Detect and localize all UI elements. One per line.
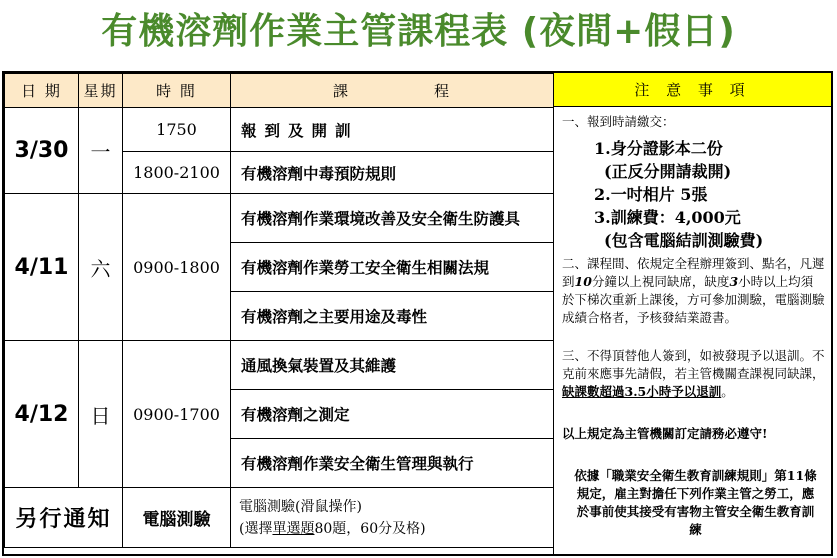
- date-cell: 4/12: [5, 341, 79, 488]
- course-cell: 有機溶劑之測定: [231, 390, 554, 439]
- notes-header: 注 意 事 項: [553, 73, 831, 107]
- weekday-cell: 一: [79, 108, 123, 194]
- note-2-c: 分鐘以上視同缺席，缺度: [591, 274, 730, 289]
- note-1-1b: (正反分開請裁開): [604, 162, 732, 181]
- note-4: 以上規定為主管機關訂定請務必遵守!: [562, 426, 768, 441]
- time-cell: 0900-1700: [123, 341, 231, 488]
- time-cell: 1800-2100: [123, 152, 231, 194]
- test-line2-c: 80題，60分及格): [314, 520, 426, 537]
- test-line2-b: 單選題: [272, 520, 315, 537]
- extra-notice-label: 另行通知: [5, 488, 123, 548]
- schedule-frame: [2, 71, 833, 556]
- header-course: [231, 74, 554, 108]
- course-cell: 報到及開訓: [231, 108, 554, 152]
- time-cell: 1750: [123, 108, 231, 152]
- course-cell: 有機溶劑作業安全衛生管理與執行: [231, 439, 554, 488]
- weekday-cell: 日: [79, 341, 123, 488]
- notes-panel: [553, 107, 831, 554]
- note-1-3: 3.訓練費：4,000元: [594, 208, 741, 227]
- schedule-table: [4, 73, 554, 548]
- note-2-b: 10: [574, 274, 592, 289]
- note-3-a: 三、不得頂替他人簽到，如被發現予以退訓。不克前來應事先請假，若主管機關查課視同缺課，: [562, 348, 825, 381]
- date-cell: 3/30: [5, 108, 79, 194]
- header-weekday: 星期: [79, 74, 123, 108]
- course-cell: 有機溶劑作業環境改善及安全衛生防護具: [231, 194, 554, 243]
- header-course-a: 課: [332, 82, 350, 100]
- date-cell: 4/11: [5, 194, 79, 341]
- test-line2-a: (選擇: [239, 520, 273, 537]
- weekday-cell: 六: [79, 194, 123, 341]
- time-cell: 0900-1800: [123, 194, 231, 341]
- note-3: [562, 347, 825, 401]
- header-course-b: 程: [433, 82, 451, 100]
- note-5: 依據「職業安全衛生教育訓練規則」第11條規定，雇主對擔任下列作業主管之勞工，應於事前使其接受有害物主管安全衛生教育訓練: [574, 468, 817, 537]
- page-title: 有機溶劑作業主管課程表 (夜間+假日): [101, 11, 736, 52]
- note-1-3b: (包含電腦結訓測驗費): [604, 231, 764, 250]
- note-3-c: 。: [721, 384, 734, 399]
- computer-test-line1: 電腦測驗(滑鼠操作): [239, 498, 362, 515]
- note-2-a: 二、課程間、依規定全程辦理簽到、點名，凡遲到: [562, 256, 825, 289]
- note-3-b: 缺課數超過3.5小時予以退訓: [562, 384, 722, 399]
- note-1-1: 1.身分證影本二份: [594, 139, 723, 158]
- note-2-d: 3: [729, 274, 739, 289]
- note-2-e: 小時以上均須於下梯次重新上課後，方可參加測驗，電腦測驗成績合格者，予核發結業證書。: [562, 274, 825, 325]
- computer-test-line2: [239, 518, 553, 540]
- course-cell: 有機溶劑中毒預防規則: [231, 152, 554, 194]
- header-time: 時 間: [123, 74, 231, 108]
- note-1-2: 2.一吋相片 5張: [594, 185, 708, 204]
- computer-test-label: 電腦測驗: [123, 488, 231, 548]
- computer-test-detail: [231, 488, 554, 548]
- note-1: 一、報到時請繳交：: [562, 114, 675, 129]
- header-date: 日 期: [5, 74, 79, 108]
- course-cell: 通風換氣裝置及其維護: [231, 341, 554, 390]
- course-cell: 有機溶劑作業勞工安全衛生相關法規: [231, 243, 554, 292]
- course-cell: 有機溶劑之主要用途及毒性: [231, 292, 554, 341]
- note-2: [562, 255, 825, 327]
